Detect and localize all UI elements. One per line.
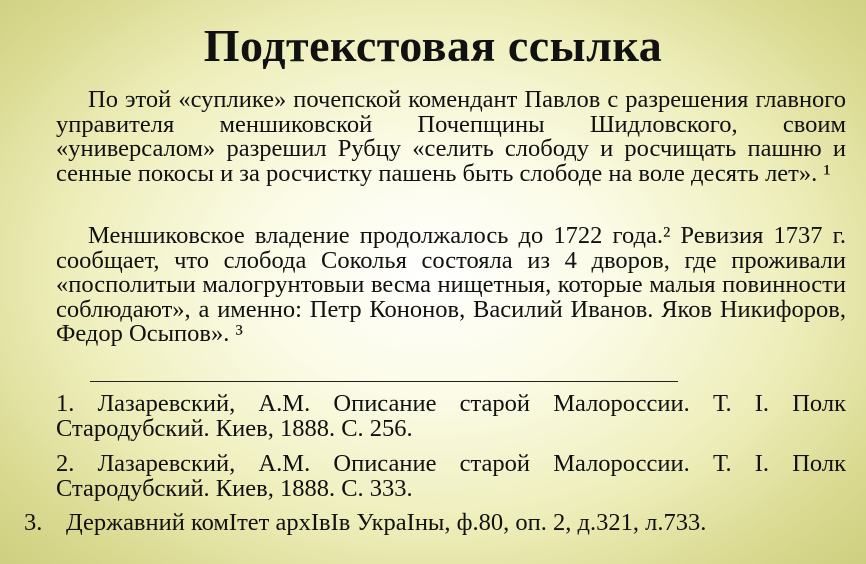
footnote-3 [24, 510, 844, 536]
slide-title: Подтекстовая ссылка [203, 20, 663, 71]
paragraph-1: По этой «суплике» почепской комендант Павлов с разрешения главного управителя меншиковской Почепщины Шидловского, своим «универсалом» разрешил Рубцу «селить слободу и росчищать пашню и сенные покосы и за росчистку пашень быть слободе на воле десять лет». ¹ [56, 86, 846, 187]
footnote-2: 2. Лазаревский, А.М. Описание старой Малороссии. Т. I. Полк Стародубский. Киев, 1888. С. 333. [56, 450, 846, 502]
footnote-3-text: Державний комIтет архIвIв УкраIны, ф.80, оп. 2, д.321, л.733. [66, 509, 707, 536]
footnote-3-number: 3. [24, 509, 43, 536]
paragraph-2: Меншиковское владение продолжалось до 1722 года.² Ревизия 1737 г. сообщает, что слобода Соколья состояла из 4 дворов, где проживали «посполитыи малогрунтовыи весма нищетныя, которые малыя повинности соблюдают», а именно: Петр Кононов, Василий Иванов. Яков Никифоров, Федор Осыпов». ³ [56, 222, 846, 347]
footnote-divider [90, 381, 678, 382]
footnote-1: 1. Лазаревский, А.М. Описание старой Малороссии. Т. I. Полк Стародубский. Киев, 1888. С. 256. [56, 390, 846, 442]
